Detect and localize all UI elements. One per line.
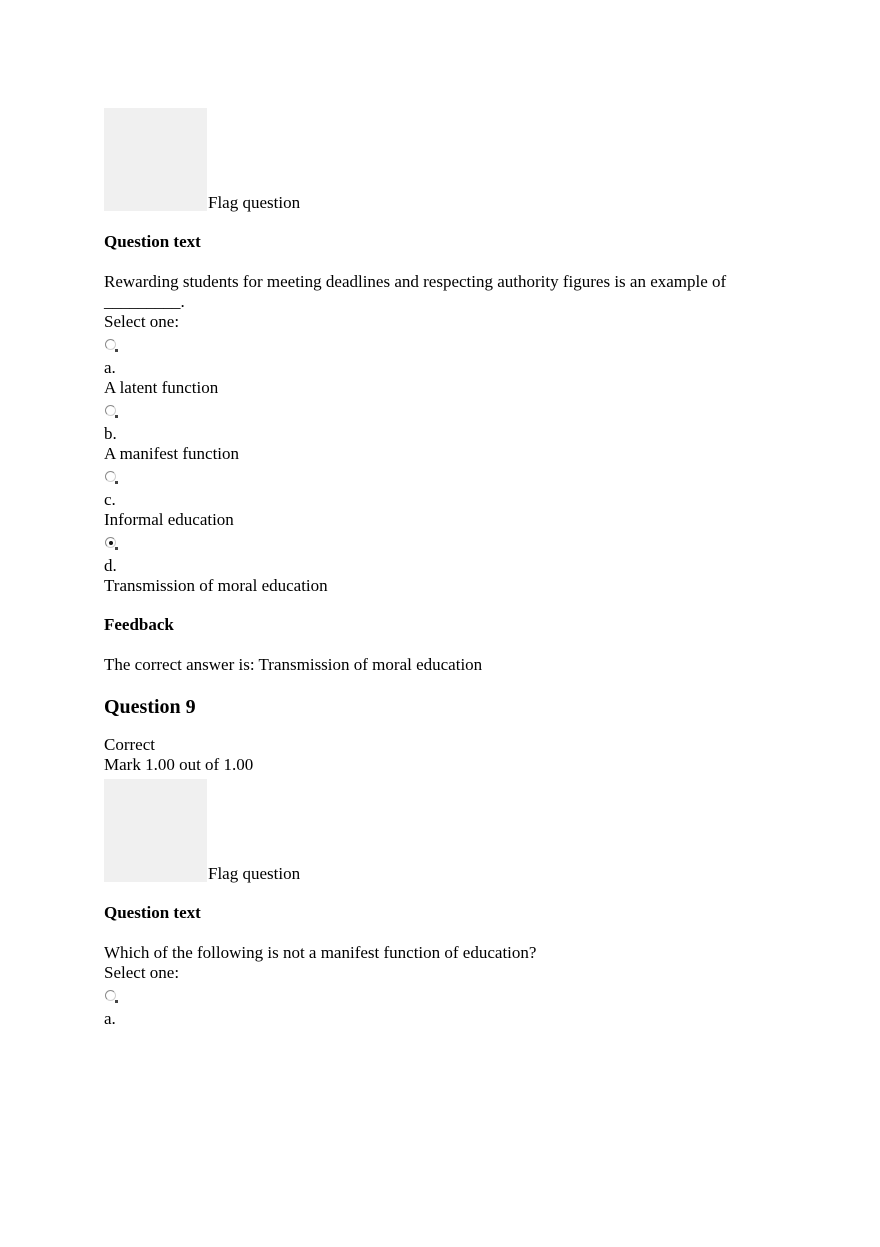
option-text-c: Informal education — [104, 510, 234, 529]
option-letter-a: a. — [104, 358, 116, 377]
option-radio-a[interactable] — [104, 332, 784, 358]
radio-checked-icon[interactable] — [105, 537, 116, 548]
question-text-line-2: _________. — [104, 292, 185, 311]
option-radio-d[interactable] — [104, 530, 784, 556]
question-text: Which of the following is not a manifest function of education? — [104, 943, 537, 962]
question-mark: Mark 1.00 out of 1.00 — [104, 755, 254, 774]
radio-unchecked-icon[interactable] — [105, 471, 116, 482]
select-one-label: Select one: — [104, 312, 180, 331]
select-one-label: Select one: — [104, 963, 180, 982]
option-radio-c[interactable] — [104, 464, 784, 490]
question-text-heading: Question text — [104, 903, 201, 922]
option-letter-a: a. — [104, 1009, 116, 1028]
radio-unchecked-icon[interactable] — [105, 990, 116, 1001]
question-status: Correct — [104, 735, 155, 754]
option-letter-d: d. — [104, 556, 117, 575]
feedback-text: The correct answer is: Transmission of moral education — [104, 655, 483, 674]
question-text-heading: Question text — [104, 232, 201, 251]
flag-icon[interactable] — [104, 108, 207, 211]
option-radio-a[interactable] — [104, 983, 784, 1009]
flag-question-label[interactable]: Flag question — [208, 864, 301, 883]
question-text-line-1: Rewarding students for meeting deadlines and respecting authority figures is an example of — [104, 272, 727, 291]
flag-question-label[interactable]: Flag question — [208, 193, 301, 212]
flag-question-q8[interactable] — [104, 104, 784, 211]
option-text-d: Transmission of moral education — [104, 576, 328, 595]
option-radio-b[interactable] — [104, 398, 784, 424]
radio-unchecked-icon[interactable] — [105, 405, 116, 416]
quiz-review-page — [104, 104, 784, 1029]
option-letter-c: c. — [104, 490, 116, 509]
option-text-a: A latent function — [104, 378, 219, 397]
question-9-title: Question 9 — [104, 696, 196, 718]
flag-question-q9[interactable] — [104, 775, 784, 882]
option-text-b: A manifest function — [104, 444, 240, 463]
feedback-heading: Feedback — [104, 615, 174, 634]
radio-unchecked-icon[interactable] — [105, 339, 116, 350]
option-letter-b: b. — [104, 424, 117, 443]
flag-icon[interactable] — [104, 779, 207, 882]
